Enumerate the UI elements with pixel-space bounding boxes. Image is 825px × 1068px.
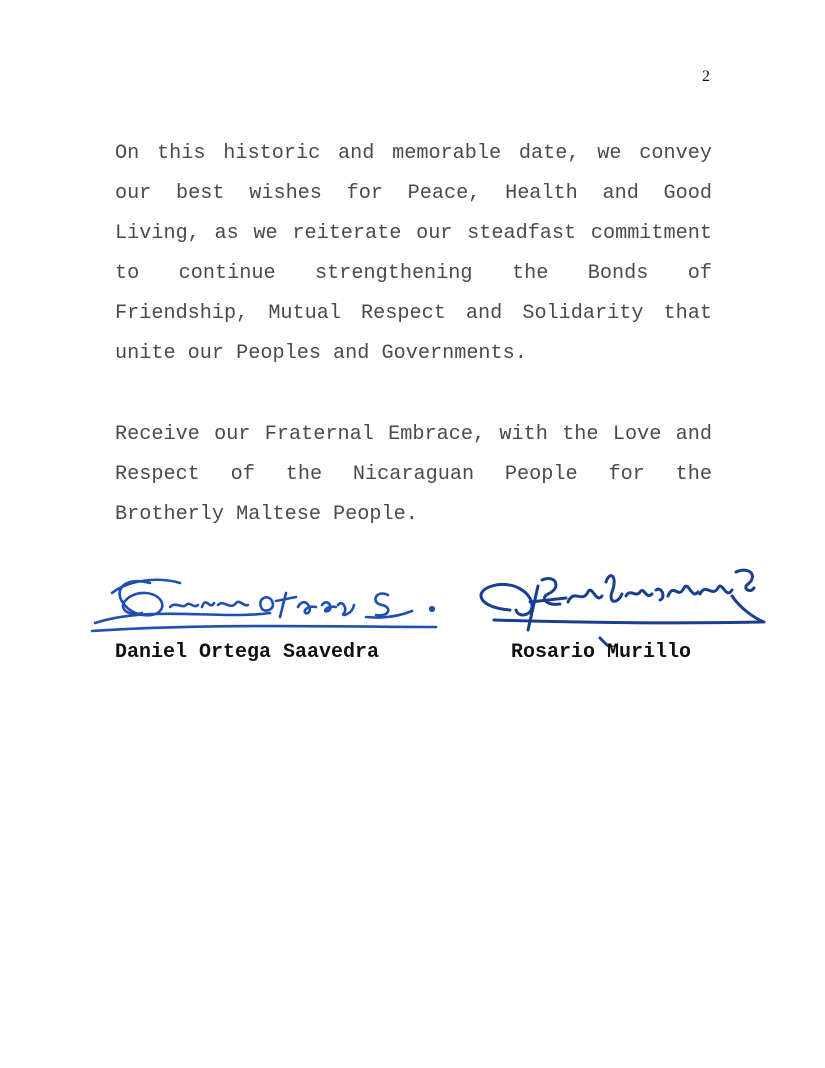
signature-rosario-murillo: [470, 552, 770, 647]
signature-daniel-ortega-drawing: [90, 565, 440, 640]
signer-name-rosario-murillo: Rosario Murillo: [511, 641, 692, 664]
signer-name-daniel-ortega: Daniel Ortega Saavedra: [115, 641, 380, 664]
body-paragraph-2: Receive our Fraternal Embrace, with the Love and Respect of the Nicaraguan People for the Brotherly Maltese People.: [115, 423, 712, 526]
signature-daniel-ortega: [90, 565, 440, 640]
body-paragraph-1: On this historic and memorable date, we convey our best wishes for Peace, Health and Good Living, as we reiterate our steadfast commitment to continue strengthening the Bonds of Friendship, Mutual Respect and Solidarity that unite our Peoples and Governments.: [115, 142, 712, 365]
page-number: 2: [702, 68, 710, 85]
signature-rosario-murillo-drawing: [470, 552, 770, 647]
